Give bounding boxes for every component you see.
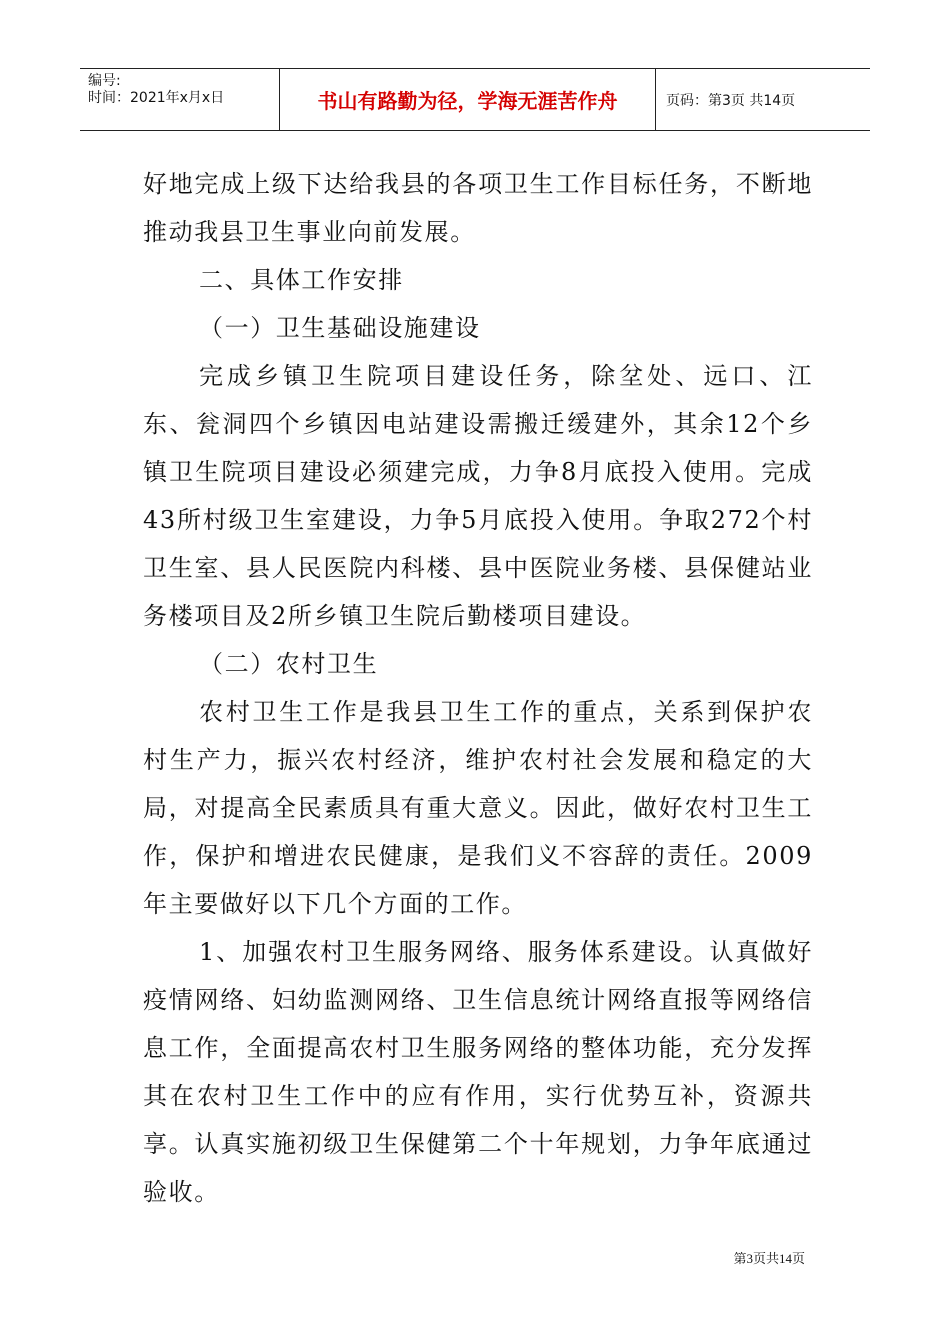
paragraph: 农村卫生工作是我县卫生工作的重点，关系到保护农村生产力，振兴农村经济，维护农村社会发展和稳定的大局，对提高全民素质具有重大意义。因此，做好农村卫生工作，保护和增进农民健康，是我们义不容辞的责任。2009年主要做好以下几个方面的工作。 [143,698,813,918]
header-motto: 书山有路勤为径，学海无涯苦作舟 [280,69,656,130]
footer-page-number: 第3页共14页 [733,1251,805,1266]
header-meta [80,69,280,130]
header-page-label: 页码：第3页 共14页 [666,92,796,109]
subsection-heading: （一）卫生基础设施建设 [199,314,481,342]
section-heading: 二、具体工作安排 [199,266,404,294]
paragraph: 1、加强农村卫生服务网络、服务体系建设。认真做好疫情网络、妇幼监测网络、卫生信息统计网络直报等网络信息工作，全面提高农村卫生服务网络的整体功能，充分发挥其在农村卫生工作中的应有作用，实行优势互补，资源共享。认真实施初级卫生保健第二个十年规划，力争年底通过验收。 [143,938,813,1206]
header-time-label: 时间：2021年x月x日 [88,90,225,106]
paragraph: 完成乡镇卫生院项目建设任务，除坌处、远口、江东、瓮洞四个乡镇因电站建设需搬迁缓建外，其余12个乡镇卫生院项目建设必须建完成，力争8月底投入使用。完成43所村级卫生室建设，力争5月底投入使用。争取272个村卫生室、县人民医院内科楼、县中医院业务楼、县保健站业务楼项目及2所乡镇卫生院后勤楼项目建设。 [143,362,813,630]
document-header [80,68,870,131]
document-body [143,160,813,1216]
paragraph: 好地完成上级下达给我县的各项卫生工作目标任务，不断地推动我县卫生事业向前发展。 [143,170,813,246]
header-number-label: 编号: [88,73,121,89]
subsection-heading: （二）农村卫生 [199,650,379,678]
